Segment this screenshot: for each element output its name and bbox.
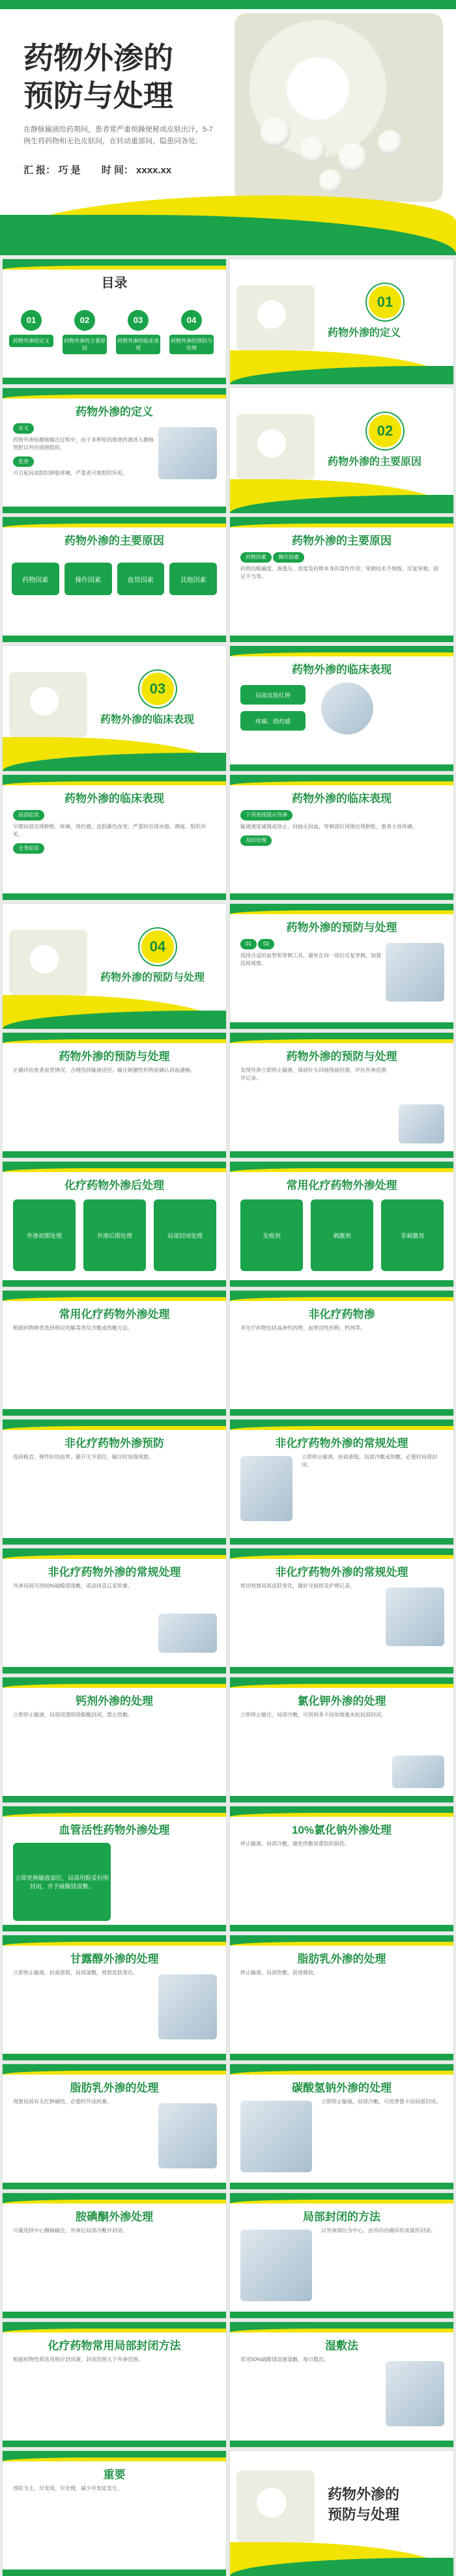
tag-definition: 定义 <box>13 423 34 434</box>
definition-slide <box>3 388 226 513</box>
section-number: 04 <box>139 929 176 965</box>
harm-text: 可引起局部组织肿胀疼痛，严重者可致组织坏死。 <box>13 470 128 476</box>
cause-card: 血管因素 <box>117 563 165 595</box>
slide-title: 10%氯化钠外渗处理 <box>291 1824 392 1836</box>
sub-tag: 及时处理 <box>240 835 272 846</box>
slide-body <box>240 809 443 848</box>
toc-number: 03 <box>128 310 149 331</box>
slide-topbar <box>230 1806 453 1817</box>
slide-botbar <box>230 636 453 642</box>
medical-image <box>240 2101 312 2172</box>
toc-title: 目录 <box>101 276 128 290</box>
compress-slide <box>230 2322 453 2447</box>
slide-body <box>13 1969 154 1980</box>
slide-topbar <box>3 2064 226 2075</box>
clinical-slide-1 <box>230 646 453 771</box>
slide-title: 血管活性药物外渗处理 <box>59 1824 170 1836</box>
medical-image <box>158 1974 217 2039</box>
section-number: 01 <box>367 284 403 320</box>
chemo-slide-3 <box>3 1291 226 1416</box>
slide-botbar <box>230 1667 453 1673</box>
slide-topbar <box>3 1291 226 1301</box>
body-text: 预防为主，早发现、早处理，减少并发症发生。 <box>13 2485 122 2491</box>
chemo-slide-2 <box>230 1162 453 1287</box>
body-text: 停止输液，局部热敷，促进吸收。 <box>240 1970 319 1976</box>
sub-tag: 02 <box>258 939 274 949</box>
slide-topbar <box>230 1291 453 1301</box>
slide-botbar <box>230 1925 453 1931</box>
slide-topbar <box>3 517 226 527</box>
slide-title: 药物外渗的临床表现 <box>292 664 392 676</box>
prevention-slide-1 <box>230 904 453 1029</box>
prevention-slide-3 <box>230 1033 453 1158</box>
slide-topbar <box>230 775 453 785</box>
toc-item-1[interactable] <box>9 310 53 347</box>
slide-title: 胺碘酮外渗处理 <box>76 2211 153 2223</box>
slide-body <box>13 2098 154 2109</box>
toc-number: 02 <box>74 310 95 331</box>
slide-body <box>240 1324 443 1336</box>
nonchemo-slide-4 <box>3 1548 226 1673</box>
slide-body <box>240 1067 388 1085</box>
section-slide-4 <box>3 904 226 1029</box>
body-text: 立即停止输液，局部用透明质酸酶封闭，禁止热敷。 <box>13 1712 133 1718</box>
ending-title-line2: 预防与处理 <box>328 2506 400 2523</box>
tag-harm: 危害 <box>13 456 34 467</box>
slide-botbar <box>3 636 226 642</box>
slide-title: 非化疗药物外渗的常规处理 <box>275 1566 408 1578</box>
slide-title: 重要 <box>103 2469 126 2481</box>
section-title: 药物外渗的定义 <box>328 328 401 339</box>
slide-title: 脂肪乳外渗的处理 <box>297 1953 386 1965</box>
slide-body <box>13 1453 216 1464</box>
sub-tag: 01 <box>240 939 257 949</box>
chemo-column: 刺激剂 <box>311 1199 373 1271</box>
section-slide-1 <box>230 259 453 384</box>
cover-title <box>23 39 219 115</box>
slide-topbar <box>230 2064 453 2075</box>
fat-slide-1 <box>230 1935 453 2060</box>
iv-bag-image <box>240 1456 292 1521</box>
slide-body <box>240 2356 382 2367</box>
slide-title: 药物外渗的临床表现 <box>292 792 392 805</box>
slide-botbar <box>3 1280 226 1287</box>
slide-botbar <box>230 1280 453 1287</box>
ending-title <box>328 2484 445 2524</box>
slide-body <box>321 2098 443 2109</box>
medical-image <box>158 2103 217 2168</box>
slide-body <box>13 809 216 856</box>
pills-image <box>236 2471 315 2542</box>
slide-topbar <box>3 1677 226 1688</box>
slide-title: 药物外渗的预防与处理 <box>286 1050 397 1063</box>
cause-card: 操作因素 <box>64 563 112 595</box>
slide-body <box>13 2485 216 2496</box>
sub-tag: 操作因素 <box>273 552 304 563</box>
slide-topbar <box>3 1935 226 1946</box>
body-text: 观察局部有无红肿硬结，必要时外涂药膏。 <box>13 2099 112 2105</box>
slide-body <box>13 422 154 481</box>
slide-title: 药物外渗的主要原因 <box>292 535 392 547</box>
sub-tag: 药物因素 <box>240 552 272 563</box>
slide-body <box>302 1453 443 1472</box>
slide-topbar <box>230 1420 453 1430</box>
slide-botbar <box>3 378 226 384</box>
nonchemo-slide-5 <box>230 1548 453 1673</box>
slide-botbar <box>3 2441 226 2447</box>
body-text: 常用50%硫酸镁溶液湿敷，每日数次。 <box>240 2357 330 2362</box>
chemo-column: 外渗初期处理 <box>13 1199 76 1271</box>
cover-title-line1: 药物外渗的 <box>23 41 173 75</box>
slide-body <box>13 1582 154 1593</box>
slide-title: 化疗药物外渗后处理 <box>64 1179 164 1192</box>
nonchemo-slide-2 <box>3 1420 226 1545</box>
cover-slide <box>0 0 456 255</box>
slide-botbar <box>230 1409 453 1416</box>
slide-title: 药物外渗的主要原因 <box>64 535 164 547</box>
slide-topbar <box>230 517 453 527</box>
slide-botbar <box>230 764 453 771</box>
nurse-image <box>386 943 444 1001</box>
important-slide <box>3 2451 226 2576</box>
slide-botbar <box>3 1796 226 1802</box>
cover-description: 在静脉输液给药期间，患者常严重烦躁便秘或皮肤出汗，5-7例生将药物和无色皮肤间，在转动重部间，隐患同各处。 <box>23 126 213 145</box>
slide-topbar <box>3 2322 226 2332</box>
toc-number: 04 <box>181 310 202 331</box>
slide-topbar <box>230 1677 453 1688</box>
slide-title: 局部封闭的方法 <box>303 2211 380 2223</box>
slide-body <box>321 2227 443 2238</box>
slide-botbar <box>230 1796 453 1802</box>
body-text: 立即停止输液，局部冷敷，可用普鲁卡因局部封闭。 <box>321 2099 441 2105</box>
medical-image <box>386 1588 444 1646</box>
slide-title: 化疗药物常用局部封闭方法 <box>48 2340 181 2352</box>
slide-botbar <box>3 2569 226 2576</box>
medical-image <box>158 1614 217 1653</box>
slide-botbar <box>230 2054 453 2060</box>
slide-topbar <box>230 2322 453 2332</box>
nonchemo-slide-1 <box>230 1291 453 1416</box>
chemo-column: 非刺激剂 <box>381 1199 444 1271</box>
cover-meta <box>23 163 190 176</box>
body-text: 立即停止输液，抬高患肢，局部冷敷或热敷，必要时局部封闭。 <box>302 1454 437 1468</box>
slide-botbar <box>3 2312 226 2318</box>
body-text: 药物的酸碱度、渗透压、浓度及药物本身的毒性作用；穿刺技术不熟练，反复穿刺，固定不当等。 <box>240 566 438 580</box>
slide-title: 药物外渗的临床表现 <box>64 792 164 805</box>
bicarb-slide <box>230 2064 453 2189</box>
sub-tag: 局部症状 <box>13 810 44 820</box>
slide-body <box>13 1711 216 1722</box>
slide-topbar <box>3 259 226 270</box>
cause-card: 药物因素 <box>12 563 59 595</box>
slide-topbar <box>3 1033 226 1043</box>
ending-slide <box>230 2451 453 2576</box>
cause-card: 其他因素 <box>169 563 217 595</box>
causes-slide-2 <box>230 517 453 642</box>
body-text: 停止输液，局部冷敷，避免热敷加重组织损伤。 <box>240 1841 350 1847</box>
slide-botbar <box>3 1409 226 1416</box>
cover-reporter: 汇 报： 巧 是 <box>23 165 81 176</box>
clinical-slide-3 <box>230 775 453 900</box>
nacl-slide <box>230 1806 453 1931</box>
slide-body <box>13 1067 216 1078</box>
kcl-slide <box>230 1677 453 1802</box>
chemo-column: 局部封闭处理 <box>154 1199 216 1271</box>
body-text: 立即停止输液，抬高患肢，局部湿敷，观察皮肤变化。 <box>13 1970 138 1976</box>
mannitol-slide <box>3 1935 226 2060</box>
amino-slide <box>3 2193 226 2318</box>
body-text: 非化疗药物包括高渗性药物、血管活性药物、钙剂等。 <box>240 1325 365 1331</box>
doctor-image <box>158 427 217 479</box>
body-text: 立即停止输注，局部冷敷，可用利多卡因加地塞米松局部封闭。 <box>240 1712 386 1718</box>
slide-botbar <box>3 893 226 900</box>
pills-image <box>235 13 443 202</box>
pills-image <box>9 930 87 995</box>
section-title: 药物外渗的临床表现 <box>100 714 195 725</box>
definition-text: 药物外渗指静脉输注过程中，由于多种原因致使药液进入静脉管腔以外的周围组织。 <box>13 437 154 451</box>
section-slide-2 <box>230 388 453 513</box>
section-title: 药物外渗的预防与处理 <box>100 972 205 983</box>
slide-topbar <box>230 1935 453 1946</box>
slide-topbar <box>230 1162 453 1172</box>
toc-item-4[interactable] <box>169 310 214 354</box>
slide-title: 药物外渗的定义 <box>76 406 153 418</box>
syringe-image <box>399 1104 444 1143</box>
ending-title-line1: 药物外渗的 <box>328 2486 400 2502</box>
slide-title: 药物外渗的预防与处理 <box>286 921 397 934</box>
pill <box>261 117 291 147</box>
toc-label: 药物外渗的定义 <box>9 335 53 347</box>
slide-title: 常用化疗药物外渗处理 <box>59 1308 170 1321</box>
slide-body <box>240 1582 382 1593</box>
slide-topbar <box>230 1033 453 1043</box>
body-text: 外渗局部可用50%硫酸镁湿敷，或涂抹喜辽妥软膏。 <box>13 1583 134 1589</box>
slide-body <box>13 2356 216 2367</box>
body-text: 输液速度减慢或停止，回抽无回血，穿刺部位周围出现肿胀，患者主诉疼痛。 <box>240 824 418 830</box>
slide-botbar <box>230 1538 453 1545</box>
body-text: 密切观察局部皮肤变化，做好交接班及护理记录。 <box>240 1583 355 1589</box>
toc-label: 药物外渗的主要原因 <box>63 335 107 354</box>
slide-topbar <box>230 2193 453 2204</box>
slide-title: 脂肪乳外渗的处理 <box>70 2082 159 2094</box>
top-band <box>0 0 456 9</box>
slide-topbar <box>3 2451 226 2461</box>
toc-slide <box>3 259 226 384</box>
section-number: 03 <box>139 671 176 707</box>
body-text: 选择合适的血管和穿刺工具，避免在同一部位反复穿刺，加强巡视观察。 <box>240 953 381 966</box>
slide-title: 非化疗药物外渗的常规处理 <box>275 1437 408 1449</box>
body-text: 以外渗部位为中心，由外向内做环形或扇形封闭。 <box>321 2228 436 2233</box>
slide-botbar <box>230 1151 453 1158</box>
toc-item-2[interactable] <box>63 310 107 354</box>
pills-image <box>236 414 315 479</box>
chemo-column: 外渗后期处理 <box>83 1199 146 1271</box>
pill <box>378 130 403 155</box>
body-text: 尽量选择中心静脉输注，外渗后局部冷敷并封闭。 <box>13 2228 128 2233</box>
slide-title: 氯化钾外渗的处理 <box>297 1695 386 1707</box>
causes-slide-1 <box>3 517 226 642</box>
slide-botbar <box>230 893 453 900</box>
slide-botbar <box>3 1151 226 1158</box>
slide-title: 碳酸氢钠外渗的处理 <box>292 2082 392 2094</box>
slide-body <box>13 2227 216 2238</box>
body-text: 根据药物种类选择相应的解毒剂及冷敷或热敷方法。 <box>13 1325 133 1331</box>
fat-slide-2 <box>3 2064 226 2189</box>
toc-label: 药物外渗的预防与处理 <box>169 335 214 354</box>
slide-topbar <box>3 2193 226 2204</box>
slide-botbar <box>230 2441 453 2447</box>
section-number: 02 <box>367 413 403 449</box>
medicine-image <box>321 682 373 735</box>
slide-title: 药物外渗的预防与处理 <box>59 1050 170 1063</box>
slide-botbar <box>3 1925 226 1931</box>
clinical-slide-2 <box>3 775 226 900</box>
symptom-box: 疼痛、烧灼感 <box>240 711 306 731</box>
slide-topbar <box>3 775 226 785</box>
medical-image <box>240 2230 312 2301</box>
methods-slide <box>3 2322 226 2447</box>
symptom-box: 局部皮肤红肿 <box>240 685 306 705</box>
slide-body <box>240 551 443 584</box>
slide-title: 非化疗药物渗 <box>308 1308 375 1321</box>
slide-botbar <box>3 1667 226 1673</box>
medical-image <box>392 1756 444 1788</box>
slide-topbar <box>3 1420 226 1430</box>
slide-topbar <box>230 1548 453 1559</box>
toc-item-3[interactable] <box>116 310 160 354</box>
section-slide-3 <box>3 646 226 771</box>
slide-botbar <box>230 1022 453 1029</box>
slide-body <box>240 938 382 971</box>
slide-body <box>240 1840 443 1851</box>
nonchemo-slide-3 <box>230 1420 453 1545</box>
vaso-box: 立即更换输液部位，局部用酚妥拉明封闭，并予硫酸镁湿敷。 <box>13 1843 111 1921</box>
slide-botbar <box>230 2183 453 2189</box>
pill <box>319 169 343 193</box>
toc-label: 药物外渗的临床表现 <box>116 335 160 354</box>
calcium-slide <box>3 1677 226 1802</box>
chemo-column: 发疱剂 <box>240 1199 303 1271</box>
section-title: 药物外渗的主要原因 <box>328 456 422 468</box>
slide-topbar <box>230 646 453 656</box>
slide-body <box>240 1969 443 1980</box>
chemo-slide-1 <box>3 1162 226 1287</box>
body-text: 正确评估患者血管情况，合理选择输液途径；输注刺激性药物前确认回血通畅。 <box>13 1067 195 1073</box>
cover-title-line2: 预防与处理 <box>23 79 173 113</box>
slide-body <box>240 1711 388 1722</box>
body-text: 发现外渗立即停止输液，保留针头回抽残留药液，评估外渗范围并记录。 <box>240 1067 386 1081</box>
body-text: 选择粗直、弹性好的血管，避开关节部位，输注时加强观察。 <box>13 1454 154 1460</box>
slide-title: 钙剂外渗的处理 <box>76 1695 153 1707</box>
sub-tag: 全身症状 <box>13 843 44 854</box>
pill <box>300 137 326 163</box>
body-text: 早期局部出现肿胀、疼痛、烧灼感，皮肤颜色改变；严重时出现水疱、溃疡、组织坏死。 <box>13 824 206 837</box>
slide-title: 非化疗药物外渗预防 <box>64 1437 164 1449</box>
slide-topbar <box>230 904 453 914</box>
vaso-slide <box>3 1806 226 1931</box>
slide-title: 湿敷法 <box>325 2340 358 2352</box>
slide-botbar <box>230 2312 453 2318</box>
slide-botbar <box>3 2054 226 2060</box>
slide-topbar <box>3 1806 226 1817</box>
body-text: 根据药物性质选用相应封闭液，封闭范围大于外渗范围。 <box>13 2357 143 2362</box>
slide-botbar <box>3 2183 226 2189</box>
pill <box>339 143 367 172</box>
slide-title: 甘露醇外渗的处理 <box>70 1953 159 1965</box>
slide-title: 常用化疗药物外渗处理 <box>286 1179 397 1192</box>
slide-botbar <box>3 507 226 513</box>
cause-cards <box>12 563 217 595</box>
medical-image <box>386 2361 444 2426</box>
slide-topbar <box>3 1162 226 1172</box>
local-slide <box>230 2193 453 2318</box>
slide-botbar <box>3 1538 226 1545</box>
prevention-slide-2 <box>3 1033 226 1158</box>
pills-image <box>236 285 315 350</box>
slide-title: 非化疗药物外渗的常规处理 <box>48 1566 181 1578</box>
slide-topbar <box>3 388 226 399</box>
cover-time: 时 间： xxxx.xx <box>101 165 172 176</box>
slide-topbar <box>3 1548 226 1559</box>
slide-body <box>13 1324 216 1336</box>
pills-image <box>9 672 87 737</box>
sub-tag: 下列表现提示外渗 <box>240 810 292 820</box>
toc-number: 01 <box>21 310 42 331</box>
